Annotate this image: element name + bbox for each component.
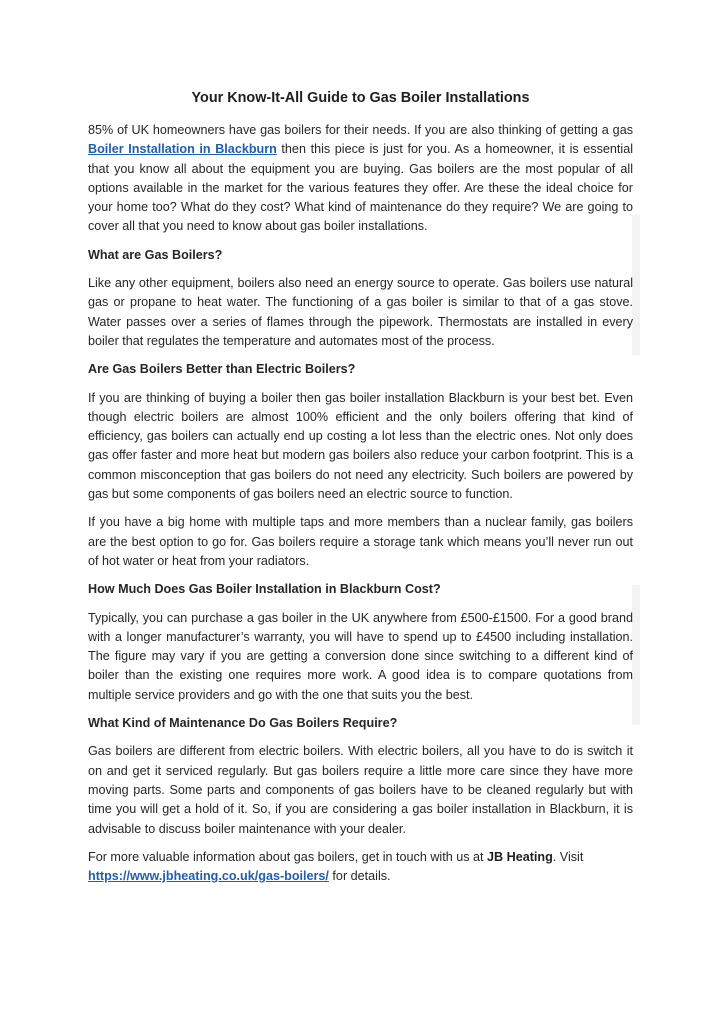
section-heading-installation-cost: How Much Does Gas Boiler Installation in Blackburn Cost? (88, 582, 441, 597)
section-paragraph: If you have a big home with multiple taps and more members than a nuclear family, gas boilers are the best option to go for. Gas boilers require a storage tank which means you’ll never run out of hot water or heat from your radiators. (88, 515, 633, 568)
section-paragraph: Typically, you can purchase a gas boiler in the UK anywhere from £500-£1500. For a good brand with a longer manufacturer’s warranty, you will have to spend up to £4500 including installation. The figure may vary if you are getting a conversion done since switching to a different kind of boiler than the existing one requires more work. A good idea is to compare quotations from multiple service providers and go with the one that suits you the best. (88, 610, 633, 702)
closing-paragraph (88, 848, 633, 887)
closing-text-before: For more valuable information about gas boilers, get in touch with us at (88, 849, 488, 864)
boiler-installation-link[interactable]: Boiler Installation in Blackburn (88, 142, 277, 157)
section-heading-what-are-gas-boilers: What are Gas Boilers? (88, 247, 223, 262)
document-title: Your Know-It-All Guide to Gas Boiler Installations (191, 90, 530, 106)
closing-text-between: . Visit (552, 849, 584, 864)
section-paragraph: If you are thinking of buying a boiler then gas boiler installation Blackburn is your best bet. Even though electric boilers are almost 100% efficient and the only boilers offering that kind of efficiency, gas boilers can actually end up costing a lot less than the electric ones. Not only does gas offer faster and more heat but modern gas boilers also reduce your carbon footprint. This is a common misconception that gas boilers do not need any electricity. Such boilers are powered by gas but some components of gas boilers need an electric source to function. (88, 390, 633, 502)
intro-paragraph (88, 121, 633, 237)
intro-text-before: 85% of UK homeowners have gas boilers for their needs. If you are also thinking of getting a gas (88, 123, 633, 137)
intro-text-after: then this piece is just for you. As a homeowner, it is essential that you know all about the equipment you are buying. Gas boilers are the most popular of all options available in the market for the various features they offer. Are these the ideal choice for your home too? What do they cost? What kind of maintenance do they require? We are going to cover all that you need to know about gas boiler installations. (88, 142, 633, 234)
section-heading-maintenance: What Kind of Maintenance Do Gas Boilers Require? (88, 716, 398, 731)
company-name: JB Heating (487, 849, 553, 864)
section-paragraph: Gas boilers are different from electric boilers. With electric boilers, all you have to do is switch it on and get it serviced regularly. But gas boilers require a little more care since they have more moving parts. Some parts and components of gas boilers have to be cleaned regularly but with time you will get a hold of it. So, if you are considering a gas boiler installation in Blackburn, it is advisable to discuss boiler maintenance with your dealer. (88, 744, 633, 836)
document-body (88, 88, 633, 895)
section-paragraph: Like any other equipment, boilers also need an energy source to operate. Gas boilers use natural gas or propane to heat water. The functioning of a gas boiler is similar to that of a gas stove. Water passes over a series of flames through the pipework. Thermostats are installed in every boiler that regulates the temperature and automates most of the process. (88, 276, 633, 348)
closing-text-after: for details. (328, 869, 391, 884)
margin-shading (632, 215, 640, 355)
section-heading-gas-vs-electric: Are Gas Boilers Better than Electric Boilers? (88, 362, 356, 377)
website-link[interactable]: https://www.jbheating.co.uk/gas-boilers/ (88, 869, 329, 884)
margin-shading (632, 585, 640, 725)
